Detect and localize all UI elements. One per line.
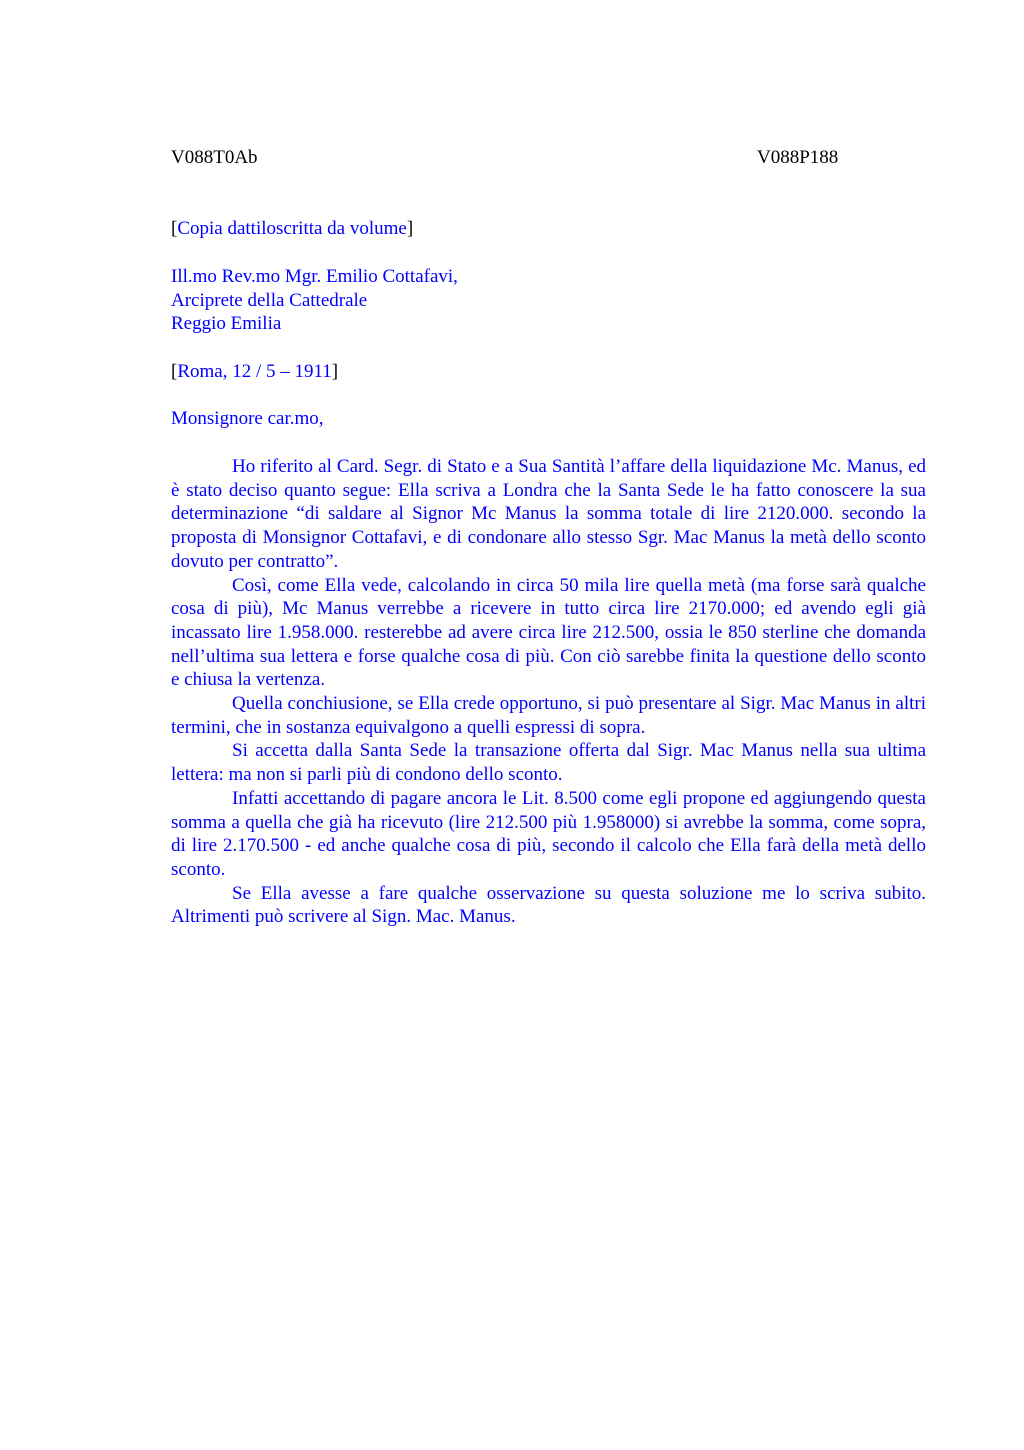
salutation [171,407,931,431]
body-paragraph: Se Ella avesse a fare qualche osservazione su questa soluzione me lo scriva subito. Altrimenti può scrivere al Sign. Mac. Manus. [171,882,926,928]
body-paragraph: Infatti accettando di pagare ancora le Lit. 8.500 come egli propone ed aggiungendo questa somma a quella che già ha ricevuto (lire 212.500 più 1.958000) si avrebbe la somma, come sopra, di lire 2.170.500 - ed anche qualche cosa di più, secondo il calcolo che Ella farà della metà dello sconto. [171,787,926,880]
address-line-1: Ill.mo Rev.mo Mgr. Emilio Cottafavi, [171,266,458,287]
date-close-bracket: ] [331,361,339,382]
date-text: Roma, 12 / 5 – 1911 [177,361,332,382]
body-paragraph: Ho riferito al Card. Segr. di Stato e a Sua Santità l’affare della liquidazione Mc. Manus, ed è stato deciso quanto segue: Ella scriva a Londra che la Santa Sede le ha fatto conoscere la sua determinazione “di saldare al Signor Mc Manus la somma totale di lire 2120.000. secondo la proposta di Monsignor Cottafavi, e di condonare allo stesso Sgr. Mac Manus la metà dello sconto dovuto per contratto”. [171,456,926,572]
document-code-left: V088T0Ab [171,147,258,168]
body-paragraph: Si accetta dalla Santa Sede la transazione offerta dal Sigr. Mac Manus nella sua ultima lettera: ma non si parli più di condono dello sconto. [171,740,926,786]
dateline [171,360,931,384]
salutation-text: Monsignore car.mo, [171,408,324,429]
recipient-address [171,265,931,336]
address-line-2: Arciprete della Cattedrale [171,289,368,311]
note-text: Copia dattiloscritta da volume [177,218,407,239]
letter-body [171,455,926,929]
copy-note [171,217,931,241]
note-close-bracket: ] [406,218,414,239]
address-line-3: Reggio Emilia [171,313,282,335]
body-paragraph: Così, come Ella vede, calcolando in circa 50 mila lire quella metà (ma forse sarà qualche cosa di più), Mc Manus verrebbe a ricevere in tutto circa lire 2170.000; ed avendo egli già incassato lire 1.958.000. resterebbe ad avere circa lire 212.500, ossia le 850 sterline che domanda nell’ultima sua lettera e forse qualche cosa di più. Con ciò sarebbe finita la questione dello sconto e chiusa la vertenza. [171,574,926,691]
document-code-right: V088P188 [757,147,839,168]
body-paragraph: Quella conchiusione, se Ella crede opportuno, si può presentare al Sigr. Mac Manus in altri termini, che in sostanza equivalgono a quelli espressi di sopra. [171,693,926,738]
date-open-bracket: [ [171,361,178,382]
note-open-bracket: [ [171,218,178,239]
